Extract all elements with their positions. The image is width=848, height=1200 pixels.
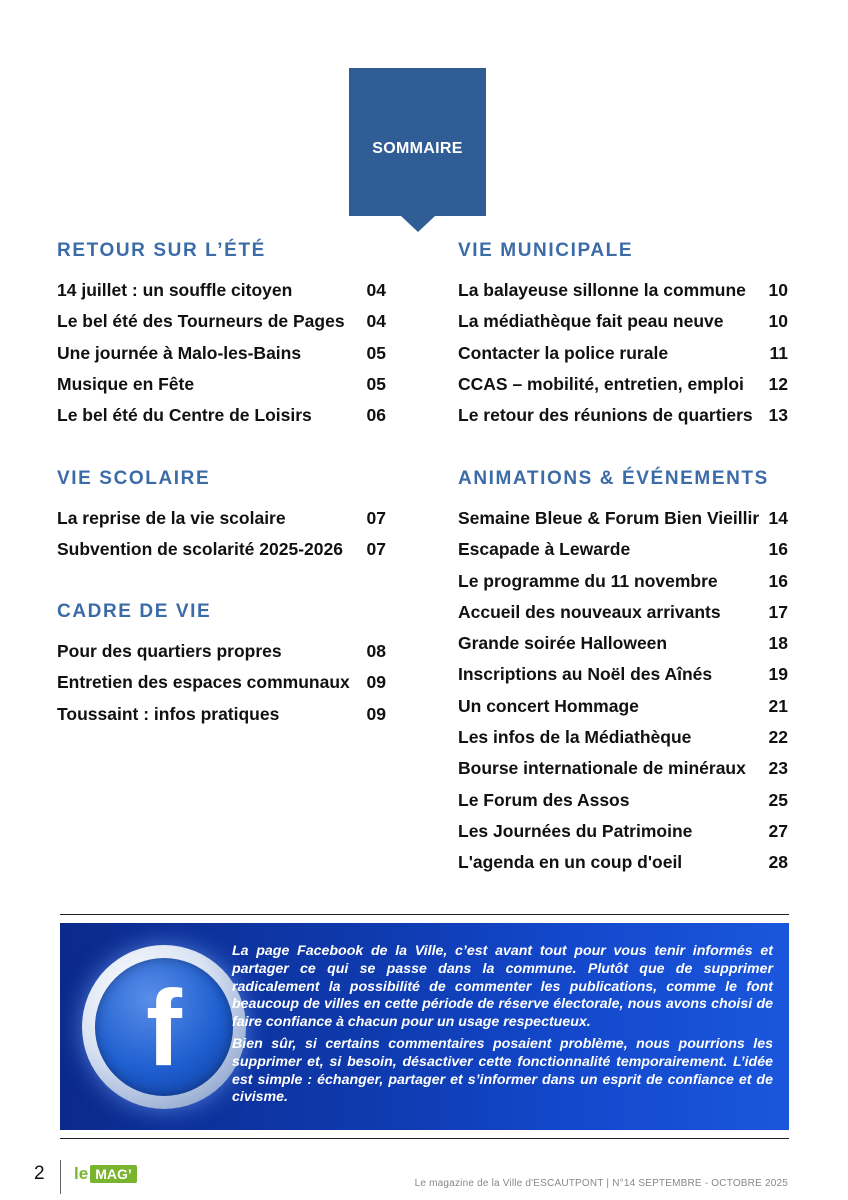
section-title: CADRE DE VIE — [57, 601, 212, 622]
toc-entry[interactable] — [458, 821, 788, 852]
toc-entry-page: 14 — [768, 508, 788, 528]
facebook-paragraph-1: La page Facebook de la Ville, c’est avant tout pour vous tenir informés et partager ce qui se passe dans la commune. Plutôt que de supprimer radicalement la possibilité de commenter les publications, comme le font beaucoup de villes en cette période de réserve électorale, nous avons choisi de faire confiance à chacun pour un usage respectueux. — [232, 943, 773, 1031]
toc-entry-page: 25 — [768, 789, 788, 810]
section-retour-sur-ete — [57, 239, 386, 436]
toc-entry-title: Contacter la police rurale — [458, 342, 669, 363]
toc-entry[interactable] — [458, 602, 788, 633]
facebook-icon — [82, 945, 246, 1109]
toc-entry[interactable] — [57, 280, 386, 311]
toc-entry-title: Toussaint : infos pratiques — [57, 703, 280, 724]
toc-entry-title: Accueil des nouveaux arrivants — [458, 601, 721, 622]
toc-entry[interactable] — [458, 374, 788, 405]
sommaire-banner — [349, 68, 486, 216]
toc-entry[interactable] — [458, 664, 788, 695]
facebook-paragraph-2: Bien sûr, si certains commentaires posaient problème, nous pourrions les supprimer et, si besoin, désactiver cette fonctionnalité temporairement. L’idée est simple : échanger, partager et s’informer dans un esprit de confiance et de civisme. — [232, 1035, 773, 1106]
toc-entry[interactable] — [57, 641, 386, 672]
logo-mag: MAG’ — [90, 1165, 137, 1183]
toc-entry-title: La médiathèque fait peau neuve — [458, 311, 724, 332]
facebook-logo-letter: f — [146, 967, 182, 1088]
toc-entry-page: 04 — [366, 280, 386, 300]
toc-entry-page: 06 — [366, 405, 386, 426]
toc-entry-page: 17 — [768, 601, 788, 622]
toc-entry[interactable] — [57, 374, 386, 405]
toc-entry-page: 23 — [768, 758, 788, 779]
toc-entry-page: 09 — [366, 703, 386, 724]
le-mag-logo — [74, 1163, 137, 1185]
toc-entry-title: Grande soirée Halloween — [458, 633, 668, 654]
toc-entry[interactable] — [458, 405, 788, 436]
toc-entry-page: 05 — [366, 373, 386, 394]
toc-entry[interactable] — [458, 696, 788, 727]
toc-entry-title: 14 juillet : un souffle citoyen — [57, 280, 293, 300]
toc-entry-page: 27 — [768, 820, 788, 841]
toc-entry-page: 16 — [768, 570, 788, 591]
page-number: 2 — [34, 1163, 45, 1184]
toc-entry-title: CCAS – mobilité, entretien, emploi — [458, 373, 744, 394]
toc-entry[interactable] — [458, 343, 788, 374]
toc-entry-page: 07 — [366, 508, 386, 528]
toc-entry[interactable] — [458, 571, 788, 602]
toc-entry[interactable] — [458, 727, 788, 758]
toc-entry[interactable] — [458, 790, 788, 821]
toc-entry[interactable] — [57, 405, 386, 436]
toc-entry-page: 07 — [366, 539, 386, 560]
toc-entry-page: 05 — [366, 342, 386, 363]
toc-entry[interactable] — [57, 343, 386, 374]
toc-entry-page: 22 — [768, 727, 788, 748]
facebook-notice-text — [232, 943, 773, 1107]
toc-entry-title: Pour des quartiers propres — [57, 641, 282, 661]
sommaire-title: SOMMAIRE — [372, 140, 463, 157]
toc-entry-page: 10 — [768, 280, 788, 300]
toc-entry-title: Semaine Bleue & Forum Bien Vieillir — [458, 508, 760, 528]
toc-entry[interactable] — [458, 280, 788, 311]
toc-entry-page: 11 — [769, 342, 788, 363]
toc-entry-title: Les infos de la Médiathèque — [458, 727, 692, 748]
toc-entry-title: Inscriptions au Noël des Aînés — [458, 664, 713, 685]
section-title: VIE SCOLAIRE — [57, 468, 211, 489]
facebook-notice-box — [60, 923, 789, 1130]
toc-entry-page: 16 — [768, 539, 788, 560]
toc-entry-page: 18 — [768, 633, 788, 654]
toc-entry-title: Le Forum des Assos — [458, 789, 630, 810]
toc-entry-page: 09 — [366, 672, 386, 693]
toc-entry-title: L'agenda en un coup d'oeil — [458, 852, 683, 873]
toc-entry[interactable] — [458, 852, 788, 883]
toc-entry-title: Les Journées du Patrimoine — [458, 820, 693, 841]
toc-entry[interactable] — [57, 704, 386, 735]
toc-entry-page: 04 — [366, 311, 386, 332]
toc-entry-title: Escapade à Lewarde — [458, 539, 631, 560]
toc-entry[interactable] — [57, 508, 386, 539]
section-title: VIE MUNICIPALE — [458, 240, 634, 261]
toc-entry-title: Le retour des réunions de quartiers — [458, 405, 753, 426]
toc-entry[interactable] — [458, 311, 788, 342]
section-animations-evenements — [458, 467, 788, 884]
toc-entry[interactable] — [57, 672, 386, 703]
toc-entry-title: Le bel été du Centre de Loisirs — [57, 405, 312, 426]
toc-entry-title: Le bel été des Tourneurs de Pages — [57, 311, 345, 332]
toc-entry[interactable] — [57, 539, 386, 570]
toc-entry-title: La balayeuse sillonne la commune — [458, 280, 746, 300]
logo-le: le — [74, 1164, 89, 1183]
toc-entry[interactable] — [458, 633, 788, 664]
toc-entry[interactable] — [458, 508, 788, 539]
toc-entry-page: 10 — [768, 311, 788, 332]
toc-entry[interactable] — [57, 311, 386, 342]
toc-entry-page: 13 — [768, 405, 788, 426]
section-title: ANIMATIONS & ÉVÉNEMENTS — [458, 468, 769, 489]
section-cadre-de-vie — [57, 600, 386, 735]
toc-entry-page: 19 — [768, 664, 788, 685]
toc-entry-title: Une journée à Malo-les-Bains — [57, 342, 302, 363]
toc-entry-page: 12 — [768, 373, 788, 394]
toc-entry-page: 28 — [768, 852, 788, 873]
toc-entry-page: 08 — [366, 641, 386, 661]
toc-entry-title: Entretien des espaces communaux — [57, 672, 350, 693]
toc-entry[interactable] — [458, 539, 788, 570]
divider-top — [60, 914, 789, 915]
section-vie-scolaire — [57, 467, 386, 571]
toc-entry-title: Musique en Fête — [57, 373, 195, 394]
footer-magazine-info: Le magazine de la Ville d'ESCAUTPONT | N°14 SEPTEMBRE - OCTOBRE 2025 — [414, 1178, 788, 1189]
toc-entry[interactable] — [458, 758, 788, 789]
toc-entry-page: 21 — [768, 695, 788, 716]
section-title: RETOUR SUR L’ÉTÉ — [57, 240, 266, 261]
toc-entry-title: La reprise de la vie scolaire — [57, 508, 286, 528]
footer-divider — [60, 1160, 61, 1194]
divider-bottom — [60, 1138, 789, 1139]
section-vie-municipale — [458, 239, 788, 436]
toc-entry-title: Subvention de scolarité 2025-2026 — [57, 539, 343, 560]
toc-entry-title: Un concert Hommage — [458, 695, 639, 716]
toc-entry-title: Le programme du 11 novembre — [458, 570, 718, 591]
toc-entry-title: Bourse internationale de minéraux — [458, 758, 746, 779]
